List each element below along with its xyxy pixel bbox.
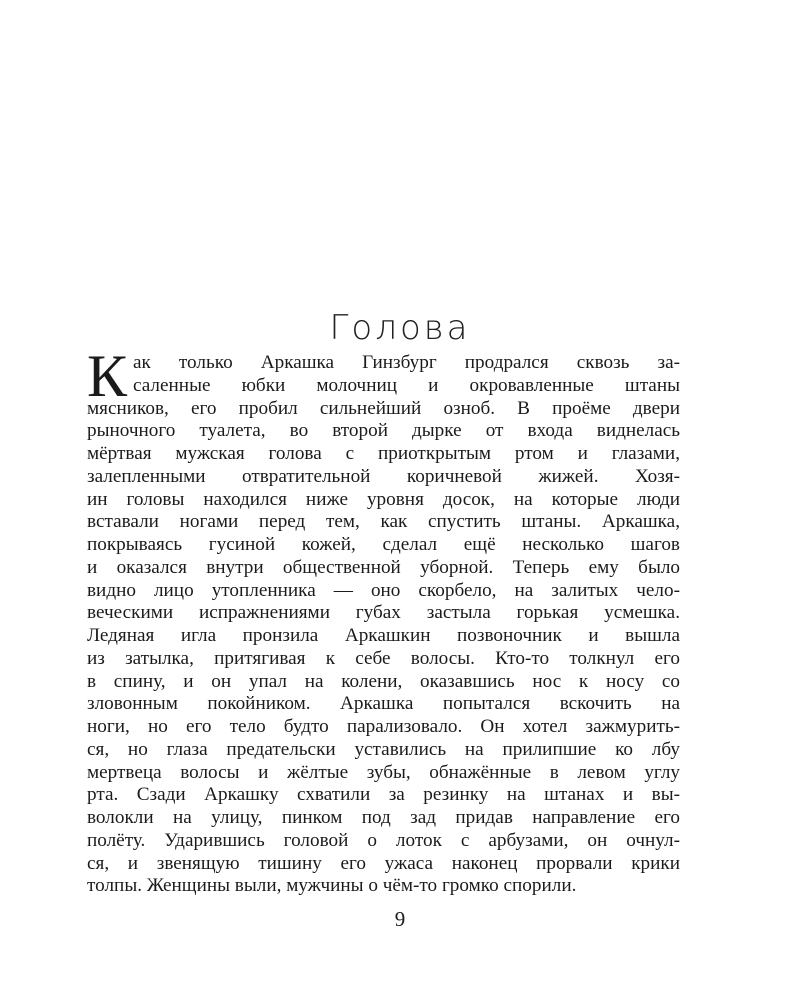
text-line: и оказался внутри общественной уборной. Теперь ему было bbox=[87, 556, 680, 578]
text-line: вставали ногами перед тем, как спустить штаны. Аркашка, bbox=[87, 511, 680, 533]
drop-cap: К bbox=[87, 343, 128, 409]
text-line: мёртвая мужская голова с приоткрытым ртом и глазами, bbox=[87, 443, 680, 464]
text-line: из затылка, притягивая к себе волосы. Кто-то толкнул его bbox=[87, 647, 680, 669]
text-line: волокли на улицу, пинком под зад придав направление его bbox=[87, 807, 680, 828]
text-line: ся, и звенящую тишину его ужаса наконец прорвали крики bbox=[87, 852, 680, 874]
text-line: толпы. Женщины выли, мужчины о чём-то громко спорили. bbox=[87, 875, 577, 897]
text-line: залепленными отвратительной коричневой жижей. Хозя- bbox=[87, 465, 680, 487]
text-line: Ледяная игла пронзила Аркашкин позвоночник и вышла bbox=[87, 625, 680, 646]
text-line: покрываясь гусиной кожей, сделал ещё несколько шагов bbox=[87, 534, 680, 555]
text-line: ин головы находился ниже уровня досок, на которые люди bbox=[87, 488, 680, 510]
text-line: рта. Сзади Аркашку схватили за резинку на штанах и вы- bbox=[87, 784, 680, 806]
text-line: зловонным покойником. Аркашка попытался вскочить на bbox=[87, 693, 680, 715]
text-line: саленные юбки молочниц и окровавленные штаны bbox=[133, 374, 680, 396]
text-line: ноги, но его тело будто парализовало. Он хотел зажмурить- bbox=[87, 716, 680, 737]
text-line: рыночного туалета, во второй дырке от входа виднелась bbox=[87, 420, 680, 442]
text-line: мясников, его пробил сильнейший озноб. В проёме двери bbox=[87, 397, 680, 419]
text-line: ся, но глаза предательски уставились на прилипшие ко лбу bbox=[87, 738, 680, 760]
text-line: в спину, и он упал на колени, оказавшись нос к носу со bbox=[87, 670, 680, 692]
chapter-body bbox=[87, 343, 680, 898]
chapter-title: Голова bbox=[329, 308, 471, 348]
page-number: 9 bbox=[394, 907, 406, 931]
text-line: веческими испражнениями губах застыла горькая усмешка. bbox=[87, 602, 680, 624]
text-line: полёту. Ударившись головой о лоток с арбузами, он очнул- bbox=[87, 829, 680, 851]
text-line: мертвеца волосы и жёлтые зубы, обнажённые в левом углу bbox=[87, 761, 680, 783]
text-line: видно лицо утопленника — оно скорбело, на залитых чело- bbox=[87, 579, 680, 601]
text-line: ак только Аркашка Гинзбург продрался сквозь за- bbox=[133, 352, 680, 373]
